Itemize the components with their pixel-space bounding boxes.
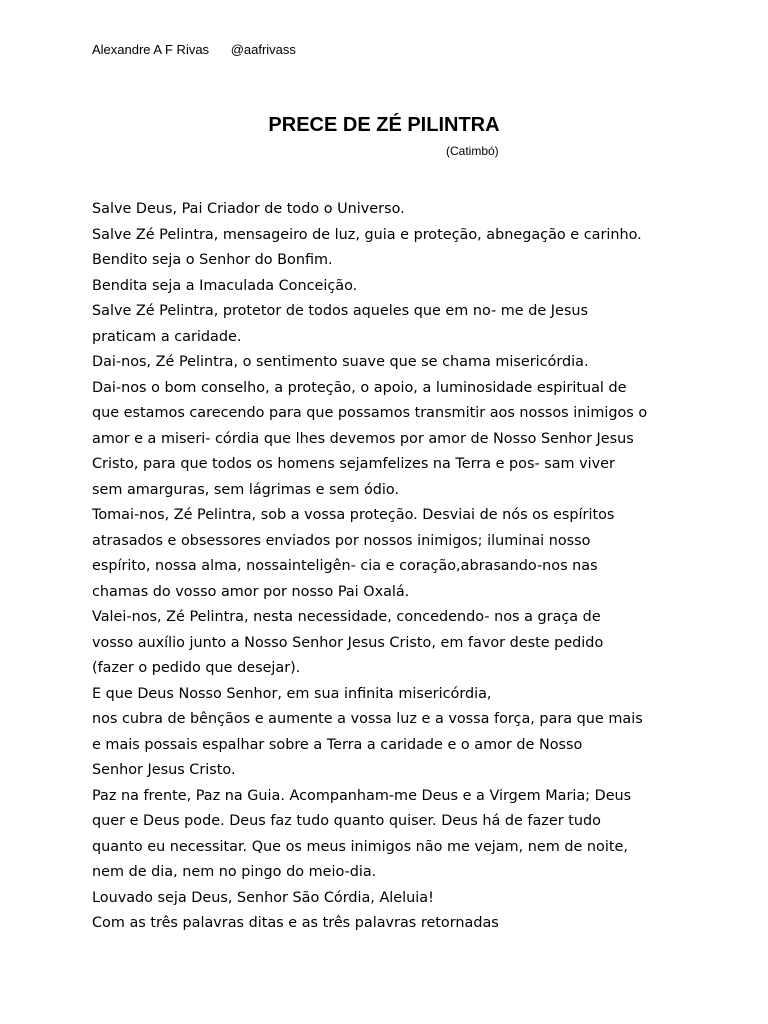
body-line: Bendito seja o Senhor do Bonfim.	[92, 252, 333, 268]
body-line: (fazer o pedido que desejar).	[92, 660, 301, 676]
page-header	[92, 42, 296, 57]
author-handle: @aafrivass	[230, 42, 296, 57]
body-line: Paz na frente, Paz na Guia. Acompanham-me Deus e a Virgem Maria; Deus	[92, 787, 632, 804]
body-line: Tomai-nos, Zé Pelintra, sob a vossa proteção. Desviai de nós os espíritos	[92, 507, 615, 523]
body-line: Louvado seja Deus, Senhor São Córdia, Aleluia!	[92, 889, 434, 906]
body-line: Salve Zé Pelintra, protetor de todos aqueles que em no- me de Jesus	[92, 303, 588, 319]
body-line: Cristo, para que todos os homens sejamfelizes na Terra e pos- sam viver	[92, 456, 615, 472]
body-line: Dai-nos, Zé Pelintra, o sentimento suave que se chama misericórdia.	[92, 354, 589, 370]
body-line: Salve Zé Pelintra, mensageiro de luz, guia e proteção, abnegação e carinho.	[92, 226, 642, 243]
body-line: Valei-nos, Zé Pelintra, nesta necessidade, concedendo- nos a graça de	[92, 609, 601, 625]
body-line: amor e a miseri- córdia que lhes devemos por amor de Nosso Senhor Jesus	[92, 430, 634, 447]
body-line: e mais possais espalhar sobre a Terra a caridade e o amor de Nosso	[92, 736, 583, 753]
body-line: Dai-nos o bom conselho, a proteção, o apoio, a luminosidade espiritual de	[92, 379, 627, 396]
body-line: Bendita seja a Imaculada Conceição.	[92, 277, 358, 294]
body-line: Com as três palavras ditas e as três palavras retornadas	[92, 915, 499, 931]
body-line: sem amarguras, sem lágrimas e sem ódio.	[92, 481, 400, 498]
body-line: E que Deus Nosso Senhor, em sua infinita misericórdia,	[92, 685, 492, 702]
prayer-body	[92, 197, 692, 937]
body-line: quanto eu necessitar. Que os meus inimigos não me vejam, nem de noite,	[92, 838, 628, 855]
body-line: Senhor Jesus Cristo.	[92, 762, 236, 778]
body-line: vosso auxílio junto a Nosso Senhor Jesus Cristo, em favor deste pedido	[92, 634, 604, 651]
body-line: chamas do vosso amor por nosso Pai Oxalá.	[92, 583, 410, 600]
body-line: Salve Deus, Pai Criador de todo o Universo.	[92, 201, 405, 217]
body-line: atrasados e obsessores enviados por nossos inimigos; iluminai nosso	[92, 532, 591, 549]
body-line: quer e Deus pode. Deus faz tudo quanto quiser. Deus há de fazer tudo	[92, 813, 601, 829]
body-line: nos cubra de bênçãos e aumente a vossa luz e a vossa força, para que mais	[92, 711, 643, 727]
body-line: praticam a caridade.	[92, 328, 242, 345]
body-line: que estamos carecendo para que possamos transmitir aos nossos inimigos o	[92, 405, 648, 421]
author-name: Alexandre A F Rivas	[92, 42, 210, 57]
body-line: espírito, nossa alma, nossainteligên- cia e coração,abrasando-nos nas	[92, 558, 598, 574]
document-title: PRECE DE ZÉ PILINTRA	[268, 114, 500, 136]
document-subtitle: (Catimbó)	[446, 144, 499, 158]
body-line: nem de dia, nem no pingo do meio-dia.	[92, 864, 377, 880]
